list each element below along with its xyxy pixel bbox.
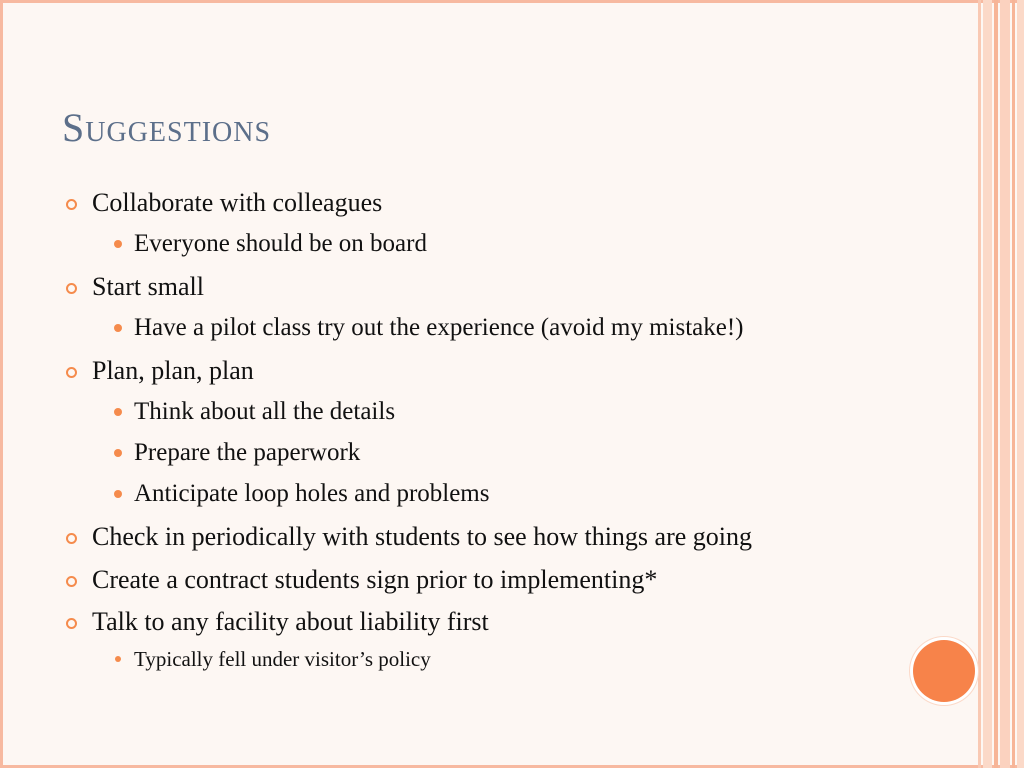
- slide-border-top: [0, 0, 1024, 3]
- stripe: [994, 0, 998, 768]
- sub-bullet-item: Everyone should be on board: [134, 230, 427, 257]
- dot-bullet-icon: [114, 449, 122, 457]
- sub-bullet-item: Have a pilot class try out the experience (avoid my mistake!): [134, 314, 744, 341]
- stripe: [978, 0, 981, 768]
- dot-bullet-icon: [114, 408, 122, 416]
- bullet-item: Start small: [92, 272, 204, 301]
- ring-bullet-icon: [66, 618, 77, 629]
- slide-title: Suggestions: [62, 105, 272, 150]
- stripe: [983, 0, 992, 768]
- bullet-item: Collaborate with colleagues: [92, 188, 383, 217]
- dot-bullet-icon: [115, 656, 121, 662]
- decorative-circle: [913, 640, 975, 702]
- ring-bullet-icon: [66, 199, 77, 210]
- stripe: [1012, 0, 1015, 768]
- slide-border-left: [0, 0, 3, 768]
- bullet-item: Talk to any facility about liability first: [92, 607, 489, 636]
- bullet-item: Create a contract students sign prior to implementing*: [92, 565, 658, 594]
- dot-bullet-icon: [114, 490, 122, 498]
- bullet-item: Check in periodically with students to see how things are going: [92, 522, 752, 551]
- stripe: [1017, 0, 1024, 768]
- sub-bullet-item: Prepare the paperwork: [134, 439, 361, 466]
- ring-bullet-icon: [66, 283, 77, 294]
- ring-bullet-icon: [66, 576, 77, 587]
- ring-bullet-icon: [66, 533, 77, 544]
- bullet-item: Plan, plan, plan: [92, 356, 254, 385]
- sub-bullet-item: Anticipate loop holes and problems: [134, 480, 490, 507]
- sub-bullet-item: Typically fell under visitor’s policy: [134, 647, 431, 671]
- dot-bullet-icon: [114, 240, 122, 248]
- sub-bullet-item: Think about all the details: [134, 398, 396, 425]
- dot-bullet-icon: [114, 324, 122, 332]
- stripe: [1000, 0, 1010, 768]
- decorative-stripes: [978, 0, 1024, 768]
- ring-bullet-icon: [66, 367, 77, 378]
